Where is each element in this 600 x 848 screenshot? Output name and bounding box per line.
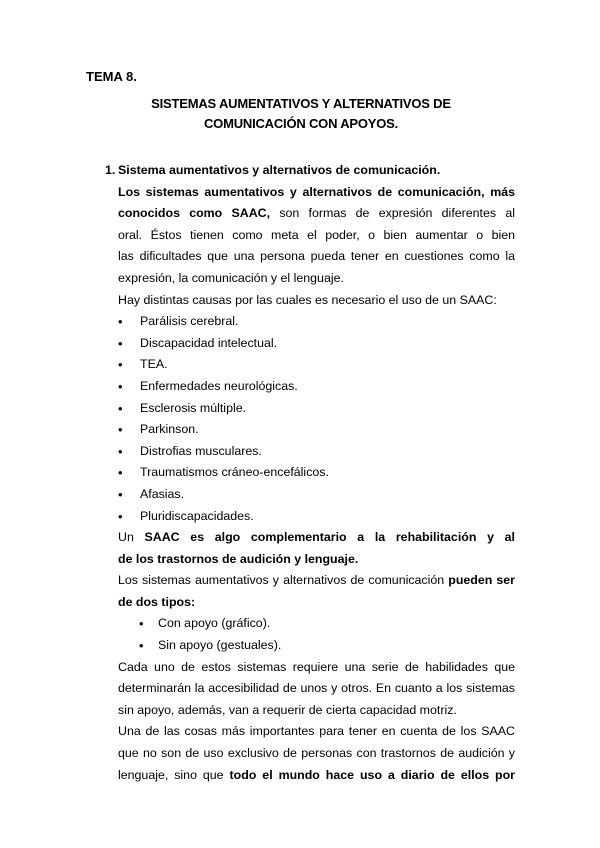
text-run: lenguaje, sino que	[118, 767, 230, 782]
paragraph-line: Los sistemas aumentativos y alternativos de comunicación, más	[118, 184, 515, 199]
section-heading-text: Sistema aumentativos y alternativos de comunicación.	[118, 163, 441, 177]
bullet-icon: •	[118, 465, 123, 481]
list-item	[118, 333, 515, 355]
bullet-icon: •	[118, 486, 123, 502]
paragraph-line	[118, 570, 515, 592]
bullet-icon: •	[118, 443, 123, 459]
section-number: 1.	[105, 163, 116, 177]
tema-label: TEMA 8.	[86, 69, 137, 84]
paragraph-line: Cada uno de estos sistemas requiere una serie de habilidades que	[118, 659, 515, 674]
document-title-line-1: SISTEMAS AUMENTATIVOS Y ALTERNATIVOS DE	[151, 96, 451, 111]
bold-run: pueden ser	[448, 573, 515, 588]
paragraph-line	[118, 765, 515, 787]
list-item	[118, 311, 515, 333]
text-run: Los sistemas aumentativos y alternativos de comunicación	[118, 573, 449, 588]
paragraph-line: las dificultades que una persona pueda tener en cuestiones como la	[118, 249, 515, 264]
bullet-icon: •	[118, 378, 123, 394]
list-item-text: Discapacidad intelectual.	[140, 335, 278, 350]
paragraph-line: oral. Éstos tienen como meta el poder, o bien aumentar o bien	[118, 227, 515, 242]
paragraph-line: de dos tipos:	[118, 594, 196, 609]
section-heading	[105, 160, 515, 182]
list-item-text: TEA.	[140, 357, 168, 372]
bold-run: SAAC es algo complementario a la rehabilitación y al	[144, 530, 515, 545]
list-item	[118, 398, 515, 420]
types-list	[118, 613, 515, 656]
paragraph-line: de los trastornos de audición y lenguaje.	[118, 551, 359, 566]
bold-run: conocidos como SAAC,	[118, 206, 271, 221]
list-item	[118, 613, 515, 635]
list-item	[118, 419, 515, 441]
list-item	[118, 484, 515, 506]
bullet-icon: •	[118, 314, 123, 330]
list-item-text: Distrofias musculares.	[140, 443, 262, 458]
list-item-text: Enfermedades neurológicas.	[140, 378, 298, 393]
paragraph-line: Una de las cosas más importantes para tener en cuenta de los SAAC	[118, 724, 515, 739]
bullet-icon: •	[118, 335, 123, 351]
paragraph-line: determinarán la accesibilidad de unos y otros. En cuanto a los sistemas	[118, 681, 515, 696]
paragraph-line: Hay distintas causas por las cuales es necesario el uso de un SAAC:	[118, 292, 497, 307]
list-item-text: Pluridiscapacidades.	[140, 508, 254, 523]
paragraph-line	[118, 203, 515, 225]
bullet-icon: •	[118, 508, 123, 524]
list-item-text: Traumatismos cráneo-encefálicos.	[140, 465, 329, 480]
bold-run: todo el mundo hace uso a diario de ellos por	[229, 767, 515, 782]
list-item	[118, 354, 515, 376]
list-item	[118, 462, 515, 484]
paragraph-line: sin apoyo, además, van a requerir de cierta capacidad motriz.	[118, 702, 457, 717]
list-item	[118, 441, 515, 463]
list-item-text: Sin apoyo (gestuales).	[158, 638, 282, 653]
bullet-icon: •	[118, 357, 123, 373]
bullet-icon: •	[118, 422, 123, 438]
list-item-text: Parkinson.	[140, 422, 199, 437]
list-item-text: Con apoyo (gráfico).	[158, 616, 271, 631]
bullet-icon: •	[118, 400, 123, 416]
text-run: Un	[118, 530, 145, 545]
section-1	[105, 160, 515, 786]
bullet-icon: •	[139, 638, 144, 654]
list-item	[118, 376, 515, 398]
bullet-icon: •	[139, 616, 144, 632]
causes-list	[118, 311, 515, 527]
paragraph-line: expresión, la comunicación y el lenguaje.	[118, 270, 344, 285]
list-item-text: Afasias.	[140, 486, 185, 501]
text-run: son formas de expresión diferentes al	[279, 206, 515, 221]
list-item	[118, 635, 515, 657]
paragraph-line: que no son de uso exclusivo de personas con trastornos de audición y	[118, 746, 515, 761]
list-item-text: Parálisis cerebral.	[140, 314, 239, 329]
document-title-line-2: COMUNICACIÓN CON APOYOS.	[203, 116, 399, 131]
list-item-text: Esclerosis múltiple.	[140, 400, 247, 415]
paragraph-line	[118, 527, 515, 549]
list-item	[118, 506, 515, 528]
